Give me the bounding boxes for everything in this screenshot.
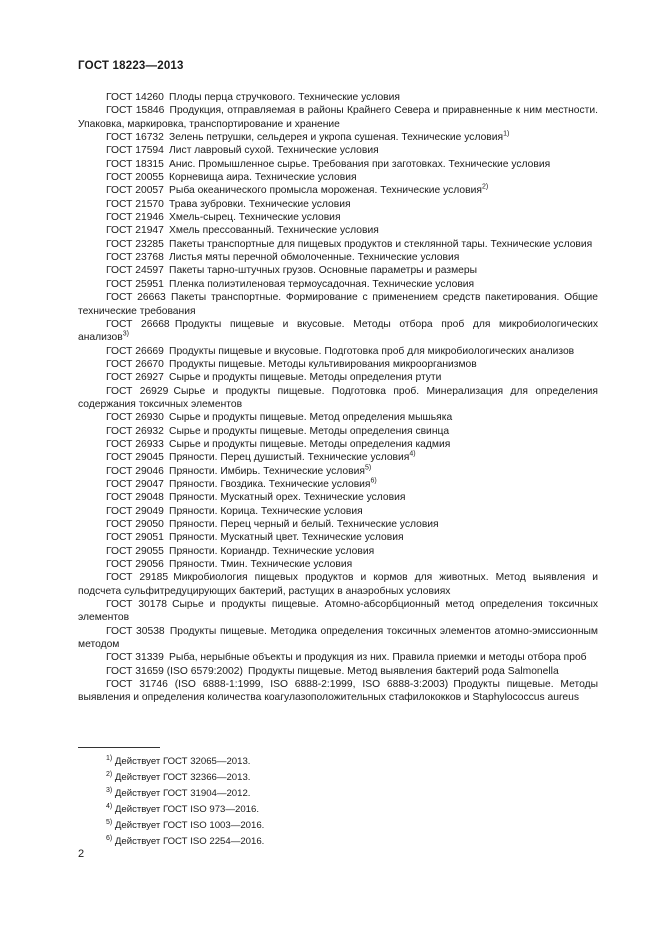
standard-code: ГОСТ 26663 (106, 292, 166, 304)
standard-title: Сырье и продукты пищевые. Подготовка проб. Минерализация для определения содержания токсичных элементов (78, 385, 598, 410)
reference-entry (78, 425, 598, 438)
standard-code: ГОСТ 21947 (106, 225, 164, 237)
reference-entry (78, 318, 598, 345)
footnote-text: Действует ГОСТ ISO 973—2016. (114, 804, 259, 815)
reference-entry (78, 651, 598, 664)
reference-entry (78, 211, 598, 224)
footnote-mark: 3) (106, 786, 113, 794)
page-number: 2 (78, 848, 85, 860)
standard-title: Продукты пищевые. Методы выявления и определения количества коагулазоположительных стафилококков и Staphylococcus aureus (78, 679, 598, 704)
standard-code: ГОСТ 26669 (106, 345, 164, 357)
standard-title: Зелень петрушки, сельдерея и укропа сушеная. Технические условия (169, 132, 504, 144)
reference-entry (78, 131, 598, 144)
reference-entry (78, 411, 598, 424)
standard-code: ГОСТ 20057 (106, 185, 164, 197)
footnote-mark: 4) (106, 802, 113, 810)
standard-title: Рыба, нерыбные объекты и продукция из них. Правила приемки и методы отбора проб (169, 652, 587, 664)
reference-entry (78, 531, 598, 544)
page-header-title: ГОСТ 18223—2013 (78, 60, 184, 72)
standard-title: Продукты пищевые. Методика определения токсичных элементов атомно-эмиссионным методом (78, 625, 598, 651)
reference-entry (78, 238, 598, 251)
reference-entry (78, 278, 598, 291)
reference-entry (78, 545, 598, 558)
standard-title: Микробиология пищевых продуктов и кормов для животных. Метод выявления и подсчета сульфитредуцирующих бактерий, растущих в анаэробных условиях (78, 572, 599, 597)
reference-entry (78, 251, 598, 264)
footnote (106, 786, 264, 802)
footnote-mark: 1) (106, 754, 113, 762)
standard-code: ГОСТ 21946 (106, 212, 164, 224)
reference-entry (78, 465, 598, 478)
standard-title: Лист лавровый сухой. Технические условия (169, 145, 379, 157)
standard-code: ГОСТ 26929 (106, 385, 169, 397)
footnote-divider (78, 747, 160, 748)
standard-title: Продукты пищевые. Метод выявления бактерий рода Salmonella (248, 665, 559, 677)
reference-entry (78, 184, 598, 197)
standard-title: Рыба океанического промысла мороженая. Технические условия (169, 185, 482, 197)
reference-entry (78, 451, 598, 464)
standard-code: ГОСТ 29185 (106, 572, 169, 584)
reference-entry (78, 385, 598, 412)
footnote-text: Действует ГОСТ ISO 1003—2016. (114, 820, 265, 831)
reference-entry (78, 598, 598, 625)
standard-title: Пряности. Перец черный и белый. Технические условия (169, 519, 439, 530)
standard-code: ГОСТ 30178 (106, 599, 167, 611)
standard-title: Сырье и продукты пищевые. Методы определения свинца (169, 425, 450, 437)
reference-entry (78, 264, 598, 277)
standard-code: ГОСТ 16732 (106, 132, 164, 144)
standard-title: Пряности. Гвоздика. Технические условия (169, 478, 371, 490)
footnote (106, 754, 264, 770)
footnote-ref: 3) (122, 330, 129, 338)
standard-title: Трава зубровки. Технические условия (169, 198, 351, 210)
standard-title: Пряности. Мускатный орех. Технические условия (169, 492, 406, 504)
footnote-ref: 2) (481, 183, 489, 191)
standard-code: ГОСТ 17594 (106, 145, 164, 157)
standard-code: ГОСТ 18315 (106, 158, 164, 170)
standard-title: Листья мяты перечной обмолоченные. Технические условия (169, 252, 460, 264)
footnote-text: Действует ГОСТ 31904—2012. (114, 788, 251, 799)
reference-entry (78, 291, 598, 318)
footnote-ref: 1) (503, 130, 510, 138)
footnote-ref: 5) (364, 464, 372, 472)
reference-entry (78, 104, 598, 131)
reference-entry (78, 478, 598, 491)
standard-title: Корневища аира. Технические условия (169, 172, 357, 184)
standard-title: Продукты пищевые. Методы культивирования микроорганизмов (169, 358, 477, 370)
footnote-mark: 6) (106, 834, 113, 842)
reference-entry (78, 158, 598, 171)
reference-entry (78, 91, 598, 104)
standard-title: Хмель-сырец. Технические условия (169, 212, 341, 224)
reference-entry (78, 558, 598, 571)
standard-code: ГОСТ 26930 (106, 412, 164, 424)
standard-code: ГОСТ 20055 (106, 172, 164, 184)
footnote-text: Действует ГОСТ ISO 2254—2016. (114, 836, 265, 847)
standard-title: Пряности. Кориандр. Технические условия (169, 545, 375, 557)
reference-entry (78, 678, 598, 705)
standard-code: ГОСТ 29048 (106, 492, 164, 504)
footnote (106, 834, 264, 850)
standard-code: ГОСТ 26670 (106, 358, 164, 370)
standard-code: ГОСТ 26668 (106, 318, 170, 330)
standard-code: ГОСТ 30538 (106, 625, 165, 637)
standard-code: ГОСТ 24597 (106, 265, 164, 277)
reference-entry (78, 438, 598, 451)
standard-title: Пакеты тарно-штучных грузов. Основные параметры и размеры (169, 265, 478, 277)
footnote-mark: 2) (106, 770, 113, 778)
footnote-ref: 4) (409, 450, 416, 458)
standard-title: Пряности. Тмин. Технические условия (169, 559, 353, 571)
standard-code: ГОСТ 23285 (106, 238, 164, 250)
standard-code: ГОСТ 21570 (106, 198, 164, 210)
standard-title: Продукция, отправляемая в районы Крайнего Севера и приравненные к ним местности. Упаковка, маркировка, транспортирование и хранение (78, 105, 598, 130)
standard-title: Сырье и продукты пищевые. Методы определения ртути (169, 372, 442, 384)
footnote-mark: 5) (106, 818, 113, 826)
standard-code: ГОСТ 29055 (106, 545, 164, 557)
reference-entry (78, 358, 598, 371)
footnote (106, 802, 264, 818)
reference-entry (78, 491, 598, 504)
standard-title: Сырье и продукты пищевые. Метод определения мышьяка (169, 412, 453, 424)
standard-code: ГОСТ 29045 (106, 452, 164, 464)
footnote-text: Действует ГОСТ 32065—2013. (114, 756, 251, 767)
standard-code: ГОСТ 29047 (106, 478, 164, 490)
reference-entry (78, 371, 598, 384)
standard-code: ГОСТ 29050 (106, 519, 164, 530)
reference-entry (78, 198, 598, 211)
standard-code: ГОСТ 29049 (106, 505, 164, 517)
standard-code: ГОСТ 29051 (106, 532, 164, 544)
standard-code: ГОСТ 31659 (ISO 6579:2002) (106, 665, 243, 677)
standard-title: Хмель прессованный. Технические условия (169, 225, 379, 237)
footnote (106, 818, 264, 834)
standard-title: Пряности. Перец душистый. Технические условия (169, 452, 410, 464)
standard-title: Продукты пищевые и вкусовые. Подготовка проб для микробиологических анализов (169, 345, 575, 357)
standard-code: ГОСТ 26933 (106, 438, 164, 450)
normative-references-list (78, 91, 598, 705)
footnotes (106, 754, 264, 850)
standard-title: Плоды перца стручкового. Технические условия (169, 92, 400, 103)
standard-code: ГОСТ 25951 (106, 278, 164, 290)
reference-entry (78, 625, 598, 652)
reference-entry (78, 144, 598, 157)
standard-title: Пленка полиэтиленовая термоусадочная. Технические условия (169, 278, 475, 290)
standard-title: Пакеты транспортные для пищевых продуктов и стеклянной тары. Технические условия (169, 238, 593, 250)
standard-code: ГОСТ 26932 (106, 425, 164, 437)
reference-entry (78, 518, 598, 531)
standard-code: ГОСТ 31746 (ISO 6888-1:1999, ISO 6888-2:1999, ISO 6888-3:2003) (106, 679, 449, 691)
standard-title: Пряности. Корица. Технические условия (169, 505, 363, 517)
standard-code: ГОСТ 29046 (106, 465, 164, 477)
standard-title: Анис. Промышленное сырье. Требования при заготовках. Технические условия (169, 158, 551, 170)
standard-code: ГОСТ 14260 (106, 92, 164, 103)
standard-title: Пакеты транспортные. Формирование с применением средств пакетирования. Общие технические требования (78, 292, 598, 317)
standard-title: Сырье и продукты пищевые. Атомно-абсорбционный метод определения токсичных элементов (78, 599, 598, 624)
standard-code: ГОСТ 15846 (106, 105, 165, 117)
standard-code: ГОСТ 29056 (106, 559, 164, 571)
reference-entry (78, 345, 598, 358)
standard-title: Продукты пищевые и вкусовые. Методы отбора проб для микробиологических анализов (78, 318, 598, 344)
footnote (106, 770, 264, 786)
footnote-ref: 6) (370, 477, 377, 485)
standard-code: ГОСТ 26927 (106, 372, 164, 384)
standard-title: Сырье и продукты пищевые. Методы определения кадмия (169, 438, 451, 450)
reference-entry (78, 665, 598, 678)
standard-title: Пряности. Мускатный цвет. Технические условия (169, 532, 404, 544)
standard-code: ГОСТ 31339 (106, 652, 164, 664)
footnote-text: Действует ГОСТ 32366—2013. (114, 772, 251, 783)
reference-entry (78, 171, 598, 184)
reference-entry (78, 571, 598, 598)
reference-entry (78, 505, 598, 518)
standard-code: ГОСТ 23768 (106, 252, 164, 264)
standard-title: Пряности. Имбирь. Технические условия (169, 465, 365, 477)
reference-entry (78, 224, 598, 237)
